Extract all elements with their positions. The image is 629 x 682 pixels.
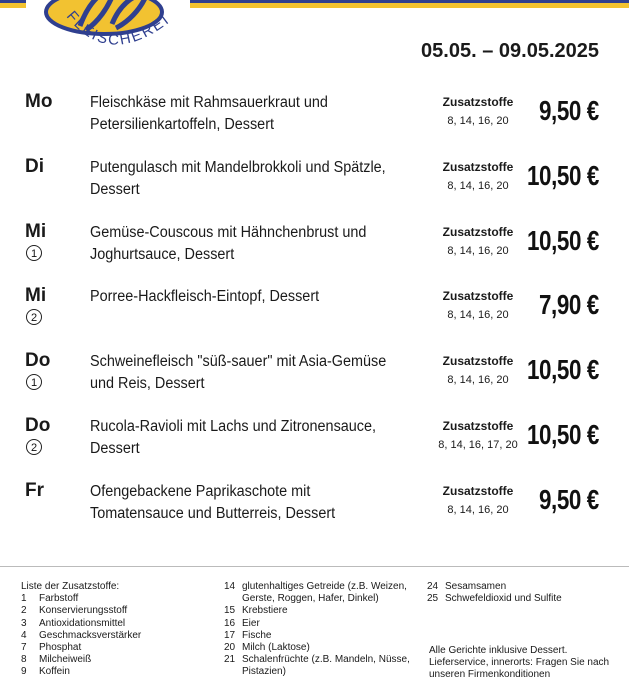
additive-text: Schalenfrüchte (z.B. Mandeln, Nüsse, Pistazien) <box>242 654 410 678</box>
additive-item <box>21 593 211 605</box>
menu-row <box>0 350 629 410</box>
menu-dish: Schweinefleisch "süß-sauer" mit Asia-Gemüse und Reis, Dessert <box>90 353 387 392</box>
additive-text: Milch (Laktose) <box>242 642 310 654</box>
additive-text: Fische <box>242 629 272 641</box>
menu-day: Fr <box>25 480 44 501</box>
additive-text: Farbstoff <box>39 593 79 605</box>
menu-price: 9,50 € <box>539 484 599 515</box>
menu-variant-number: 1 <box>26 245 42 261</box>
menu-day: Do <box>25 350 51 371</box>
additives-list-col2 <box>224 581 424 679</box>
additives-label: Zusatzstoffe <box>442 419 514 433</box>
menu-price: 7,90 € <box>539 289 599 320</box>
menu-day: Mi <box>25 221 47 242</box>
header-stripe-left <box>0 0 26 9</box>
menu-price: 10,50 € <box>527 419 599 450</box>
menu-dish: Ofengebackene Paprikaschote mit Tomatensauce und Butterreis, Dessert <box>90 483 336 522</box>
additive-item <box>21 618 211 630</box>
additive-item <box>21 630 211 642</box>
additive-item <box>21 642 211 654</box>
menu-day: Mo <box>25 91 53 112</box>
additive-item <box>21 605 211 617</box>
additives-codes: 8, 14, 16, 20 <box>447 180 509 192</box>
additives-codes: 8, 14, 16, 20 <box>447 115 509 127</box>
additive-number: 7 <box>21 642 27 654</box>
additive-number: 3 <box>21 617 27 629</box>
additive-text: Schwefeldioxid und Sulfite <box>445 593 562 605</box>
menu-variant-number: 2 <box>26 439 42 455</box>
additives-list-col3 <box>427 581 627 605</box>
additive-number: 16 <box>224 617 236 629</box>
additive-number: 25 <box>427 593 439 605</box>
week-date-range: 05.05. – 09.05.2025 <box>421 40 599 62</box>
menu-row <box>0 91 629 151</box>
menu-day: Do <box>25 415 51 436</box>
additive-text: glutenhaltiges Getreide (z.B. Weizen, Gerste, Roggen, Hafer, Dinkel) <box>242 581 407 605</box>
additive-number: 15 <box>224 605 236 617</box>
additive-text: Sesamsamen <box>445 581 507 592</box>
logo-text: FLEISCHEREI <box>63 7 174 49</box>
note-dessert: Alle Gerichte inklusive Dessert. <box>429 645 568 656</box>
additive-number: 17 <box>224 629 236 641</box>
additive-text: Koffein <box>39 666 70 678</box>
additive-number: 1 <box>21 593 27 605</box>
menu-row <box>0 221 629 281</box>
note-delivery: Lieferservice, innerorts: Fragen Sie nach unseren Firmenkonditionen <box>429 657 610 681</box>
additives-label: Zusatzstoffe <box>442 225 514 239</box>
menu-dish: Fleischkäse mit Rahmsauerkraut und Petersilienkartoffeln, Dessert <box>90 94 328 133</box>
menu-day: Mi <box>25 285 47 306</box>
menu-price: 10,50 € <box>527 225 599 256</box>
menu-row <box>0 415 629 475</box>
additive-number: 14 <box>224 581 236 592</box>
additive-number: 21 <box>224 654 236 666</box>
additive-text: Phosphat <box>39 642 82 654</box>
additive-number: 24 <box>427 581 439 592</box>
menu-variant-number: 1 <box>26 374 42 390</box>
additive-item <box>427 581 627 593</box>
header-stripe-right <box>190 0 629 9</box>
additive-number: 8 <box>21 654 27 666</box>
additive-item <box>21 654 211 666</box>
additives-codes: 8, 14, 16, 20 <box>447 245 509 257</box>
additive-number: 2 <box>21 605 27 617</box>
additive-text: Eier <box>242 617 260 629</box>
additives-list-title: Liste der Zusatzstoffe: <box>21 581 120 592</box>
additives-label: Zusatzstoffe <box>442 484 514 498</box>
menu-dish: Putengulasch mit Mandelbrokkoli und Spätzle, Dessert <box>90 159 386 198</box>
additive-item <box>224 581 424 605</box>
additives-label: Zusatzstoffe <box>442 354 514 368</box>
additive-item <box>224 605 424 617</box>
footer-notes <box>429 645 629 682</box>
additives-codes: 8, 14, 16, 17, 20 <box>438 439 518 451</box>
additives-codes: 8, 14, 16, 20 <box>447 309 509 321</box>
additives-codes: 8, 14, 16, 20 <box>447 374 509 386</box>
additives-label: Zusatzstoffe <box>442 289 514 303</box>
menu-variant-number: 2 <box>26 309 42 325</box>
footer-divider <box>0 566 629 567</box>
menu-price: 10,50 € <box>527 160 599 191</box>
menu-price: 10,50 € <box>527 354 599 385</box>
additive-text: Geschmacksverstärker <box>39 629 142 641</box>
additive-text: Konservierungsstoff <box>39 605 128 617</box>
additive-text: Krebstiere <box>242 605 288 617</box>
menu-dish: Gemüse-Couscous mit Hähnchenbrust und Joghurtsauce, Dessert <box>90 224 367 263</box>
additive-item <box>224 630 424 642</box>
additive-number: 20 <box>224 642 236 654</box>
menu-day: Di <box>25 156 44 177</box>
menu-row <box>0 156 629 216</box>
additive-item <box>21 666 211 678</box>
additive-text: Antioxidationsmittel <box>39 617 126 629</box>
additives-label: Zusatzstoffe <box>442 95 514 109</box>
additive-text: Milcheiweiß <box>39 654 92 666</box>
additive-number: 4 <box>21 629 27 641</box>
additives-list-col1 <box>21 581 211 679</box>
additives-codes: 8, 14, 16, 20 <box>447 504 509 516</box>
menu-dish: Rucola-Ravioli mit Lachs und Zitronensauce, Dessert <box>90 418 377 457</box>
additives-label: Zusatzstoffe <box>442 160 514 174</box>
additive-item <box>427 593 627 605</box>
additive-item <box>224 642 424 654</box>
additive-item <box>224 618 424 630</box>
menu-row <box>0 480 629 540</box>
menu-row <box>0 285 629 345</box>
menu-dish: Porree-Hackfleisch-Eintopf, Dessert <box>90 288 320 305</box>
butcher-logo <box>24 0 190 72</box>
additive-number: 9 <box>21 666 27 678</box>
menu-price: 9,50 € <box>539 95 599 126</box>
